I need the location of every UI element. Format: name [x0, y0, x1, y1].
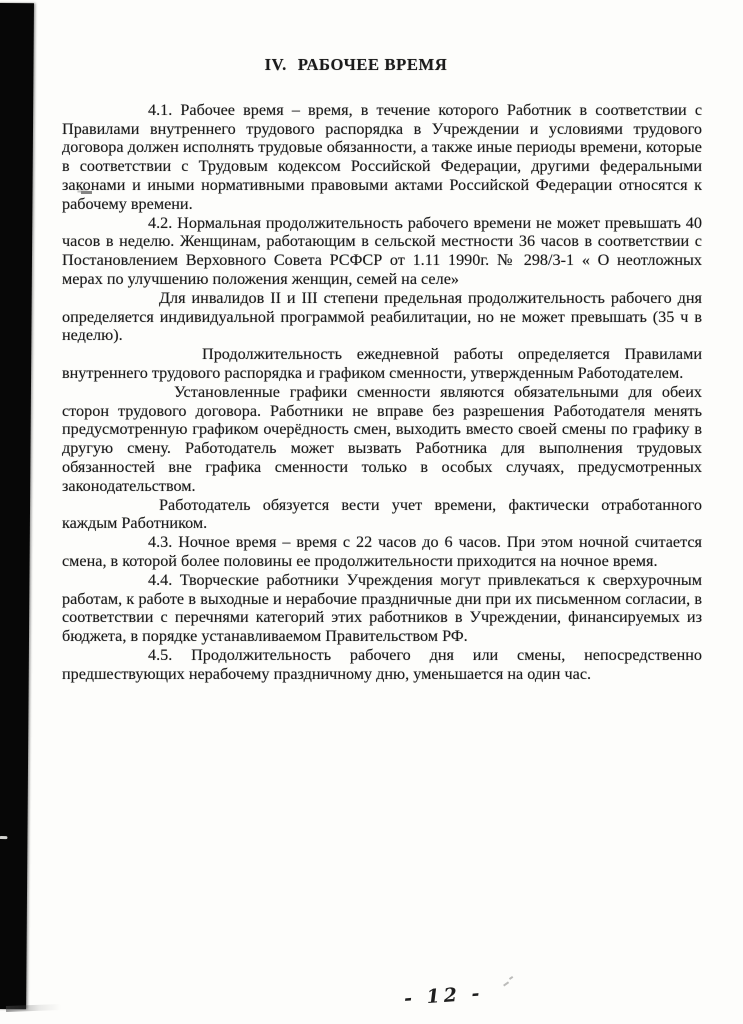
paragraph-4-2: 4.2. Нормальная продолжительность рабочего времени не может превышать 40 часов в неделю. Женщинам, работающим в сельской местности 36 часов в соответствии с Постановлением Верховного Совета РСФСР от 1.11 1990г. № 298/3-1 « О неотложных мерах по улучшению положения женщин, семей на селе»: [62, 213, 702, 288]
paragraph-4-5: 4.5. Продолжительность рабочего дня или смены, непосредственно предшествующих нерабочему праздничному дню, уменьшается на один час.: [62, 645, 702, 683]
paragraph-shift-schedules: Установленные графики сменности являются обязательными для обеих сторон трудового договора. Работники не вправе без разрешения Работодателя менять предусмотренную графиком очерёдность смен, выходить вместо своей смены по графику в другую смену. Работодатель может вызвать Работника для выполнения трудовых обязанностей вне графика сменности только в особых случаях, предусмотренных законодательством.: [62, 382, 702, 495]
paragraph-time-tracking: Работодатель обязуется вести учет времени, фактически отработанного каждым Работником.: [62, 495, 702, 533]
section-title: РАБОЧЕЕ ВРЕМЯ: [297, 55, 448, 74]
paragraph-4-1: 4.1. Рабочее время – время, в течение которого Работник в соответствии с Правилами внутреннего трудового распорядка в Учреждении и условиями трудового договора должен исполнять трудовые обязанности, а также иные периоды времени, которые в соответствии с Трудовым кодексом Российской Федерации, другими федеральными законами и иными нормативными правовыми актами Российской Федерации относятся к рабочему времени.: [62, 100, 702, 213]
paragraph-disabled-workers: Для инвалидов II и III степени предельная продолжительность рабочего дня определяется индивидуальной программой реабилитации, но не может превышать (35 ч в неделю).: [62, 288, 702, 345]
paragraph-4-3: 4.3. Ночное время – время с 22 часов до 6 часов. При этом ночной считается смена, в которой более половины ее продолжительности приходится на ночное время.: [62, 533, 702, 570]
page-number-handwritten: - 12 -: [403, 982, 485, 1010]
pencil-mark-artifact: [503, 976, 513, 988]
section-number: IV.: [264, 55, 287, 74]
section-heading: [36, 56, 676, 75]
scan-speck: [0, 836, 7, 839]
scan-binding-bar: [0, 3, 34, 1009]
paragraph-4-4: 4.4. Творческие работники Учреждения могут привлекаться к сверхурочным работам, к работе в выходные и нерабочие праздничные дни при их письменном согласии, в соответствии с перечнями категорий этих работников в Учреждении, финансируемых из бюджета, в порядке устанавливаемом Правительством РФ.: [62, 570, 702, 646]
document-body: [62, 56, 702, 684]
scan-smudge: [6, 1004, 61, 1012]
paragraph-daily-duration: Продолжительность ежедневной работы определяется Правилами внутреннего трудового распорядка и графиком сменности, утвержденным Работодателем.: [62, 345, 702, 382]
